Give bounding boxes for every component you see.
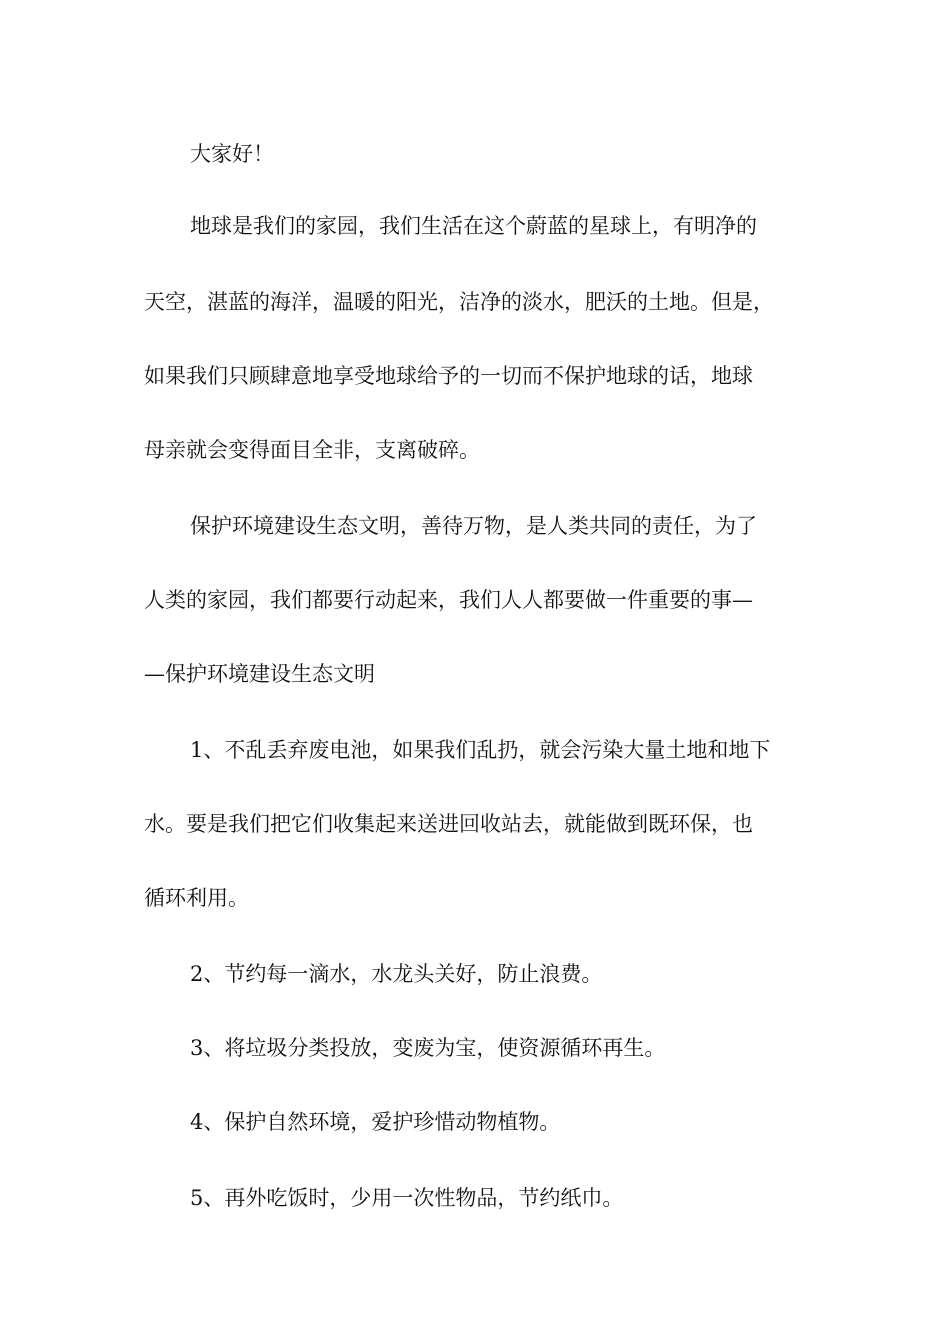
- paragraph-1-line-4: 母亲就会变得面目全非，支离破碎。: [144, 438, 480, 462]
- item-1-line-2: 水。要是我们把它们收集起来送进回收站去，就能做到既环保，也: [144, 812, 753, 836]
- item-1-line-3: 循环利用。: [144, 886, 249, 910]
- item-4-line: 4、保护自然环境，爱护珍惜动物植物。: [190, 1110, 561, 1134]
- item-1-line-1: 1、不乱丢弃废电池，如果我们乱扔，就会污染大量土地和地下: [190, 738, 771, 762]
- paragraph-1-line-3: 如果我们只顾肆意地享受地球给予的一切而不保护地球的话，地球: [144, 364, 753, 388]
- paragraph-2-line-1: 保护环境建设生态文明，善待万物，是人类共同的责任，为了: [190, 514, 757, 538]
- paragraph-1-line-2: 天空，湛蓝的海洋，温暖的阳光，洁净的淡水，肥沃的土地。但是，: [144, 290, 774, 314]
- greeting-line: 大家好！: [190, 142, 274, 166]
- item-2-line: 2、节约每一滴水，水龙头关好，防止浪费。: [190, 962, 603, 986]
- paragraph-2-line-2: 人类的家园，我们都要行动起来，我们人人都要做一件重要的事—: [144, 588, 753, 612]
- item-3-line: 3、将垃圾分类投放，变废为宝，使资源循环再生。: [190, 1036, 666, 1060]
- paragraph-1-line-1: 地球是我们的家园，我们生活在这个蔚蓝的星球上，有明净的: [190, 214, 757, 238]
- item-5-line: 5、再外吃饭时，少用一次性物品，节约纸巾。: [190, 1186, 624, 1210]
- paragraph-2-line-3: —保护环境建设生态文明: [144, 662, 375, 686]
